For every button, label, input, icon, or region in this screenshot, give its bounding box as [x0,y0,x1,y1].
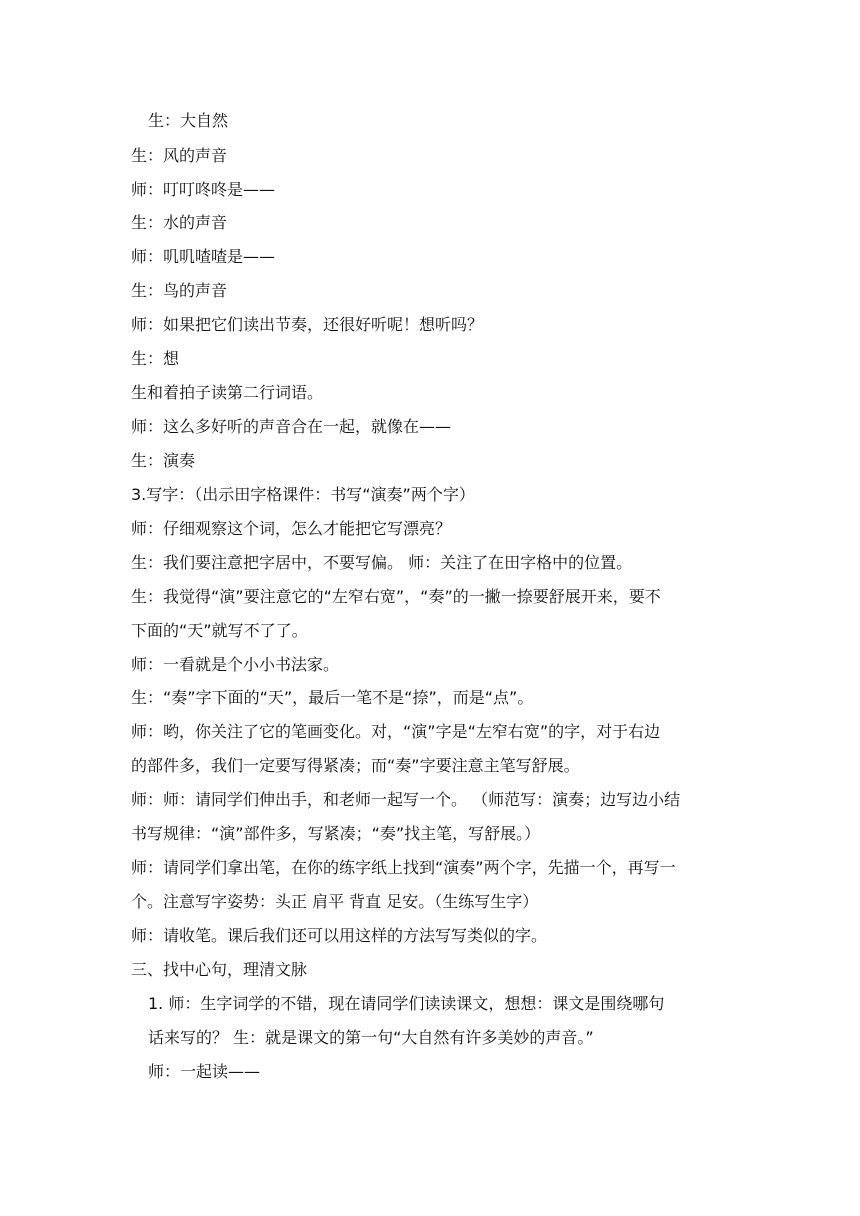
text-line: 生：大自然 [148,111,229,130]
numbered-item-continuation: 话来写的？ 生：就是课文的第一句“大自然有许多美妙的声音。” [148,1028,594,1047]
text-line: 师：哟，你关注了它的笔画变化。对，“演”字是“左窄右宽”的字，对于右边 [131,722,661,741]
text-line: 师：这么多好听的声音合在一起，就像在—— [131,417,452,436]
text-line: 师：如果把它们读出节奏，还很好听呢！想听吗？ [131,315,484,334]
text-line: 师：师：请同学们伸出手，和老师一起写一个。 （师范写：演奏；边写边小结 [131,790,681,809]
text-line: 的部件多，我们一定要写得紧凑；而“奏”字要注意主笔写舒展。 [131,756,580,775]
text-line: 师：叽叽喳喳是—— [131,247,276,266]
text-line: 生：我觉得“演”要注意它的“左窄右宽”，“奏”的一撇一捺要舒展开来，要不 [131,587,661,606]
numbered-item: 1. 师：生字词学的不错，现在请同学们读读课文，想想：课文是围绕哪句 [148,994,665,1013]
text-line: 生和着拍子读第二行词语。 [131,383,324,402]
text-line: 生：我们要注意把字居中，不要写偏。 师：关注了在田字格中的位置。 [131,553,633,572]
text-line: 生：风的声音 [131,146,228,165]
text-line: 生：演奏 [131,451,196,470]
text-line: 书写规律：“演”部件多，写紧凑；“奏”找主笔，写舒展。） [131,824,541,843]
text-line: 师：仔细观察这个词，怎么才能把它写漂亮？ [131,519,452,538]
text-line: 师：一看就是个小小书法家。 [131,655,340,674]
text-line: 生：想 [131,349,180,368]
section-heading: 三、找中心句，理清文脉 [131,960,308,979]
text-line: 生：“奏”字下面的“天”，最后一笔不是“捺”，而是“点”。 [131,688,534,707]
text-line: 下面的“天”就写不了了。 [131,621,308,640]
text-line: 个。注意写字姿势：头正 肩平 背直 足安。（生练写生字） [131,892,539,911]
section-heading: 3.写字：（出示田字格课件：书写“演奏”两个字） [131,485,475,504]
text-line: 师：一起读—— [148,1062,261,1081]
text-line: 师：请收笔。课后我们还可以用这样的方法写写类似的字。 [131,926,548,945]
text-line: 生：鸟的声音 [131,281,228,300]
text-line: 生：水的声音 [131,213,228,232]
text-line: 师：叮叮咚咚是—— [131,180,276,199]
text-line: 师：请同学们拿出笔，在你的练字纸上找到“演奏”两个字，先描一个，再写一 [131,858,676,877]
